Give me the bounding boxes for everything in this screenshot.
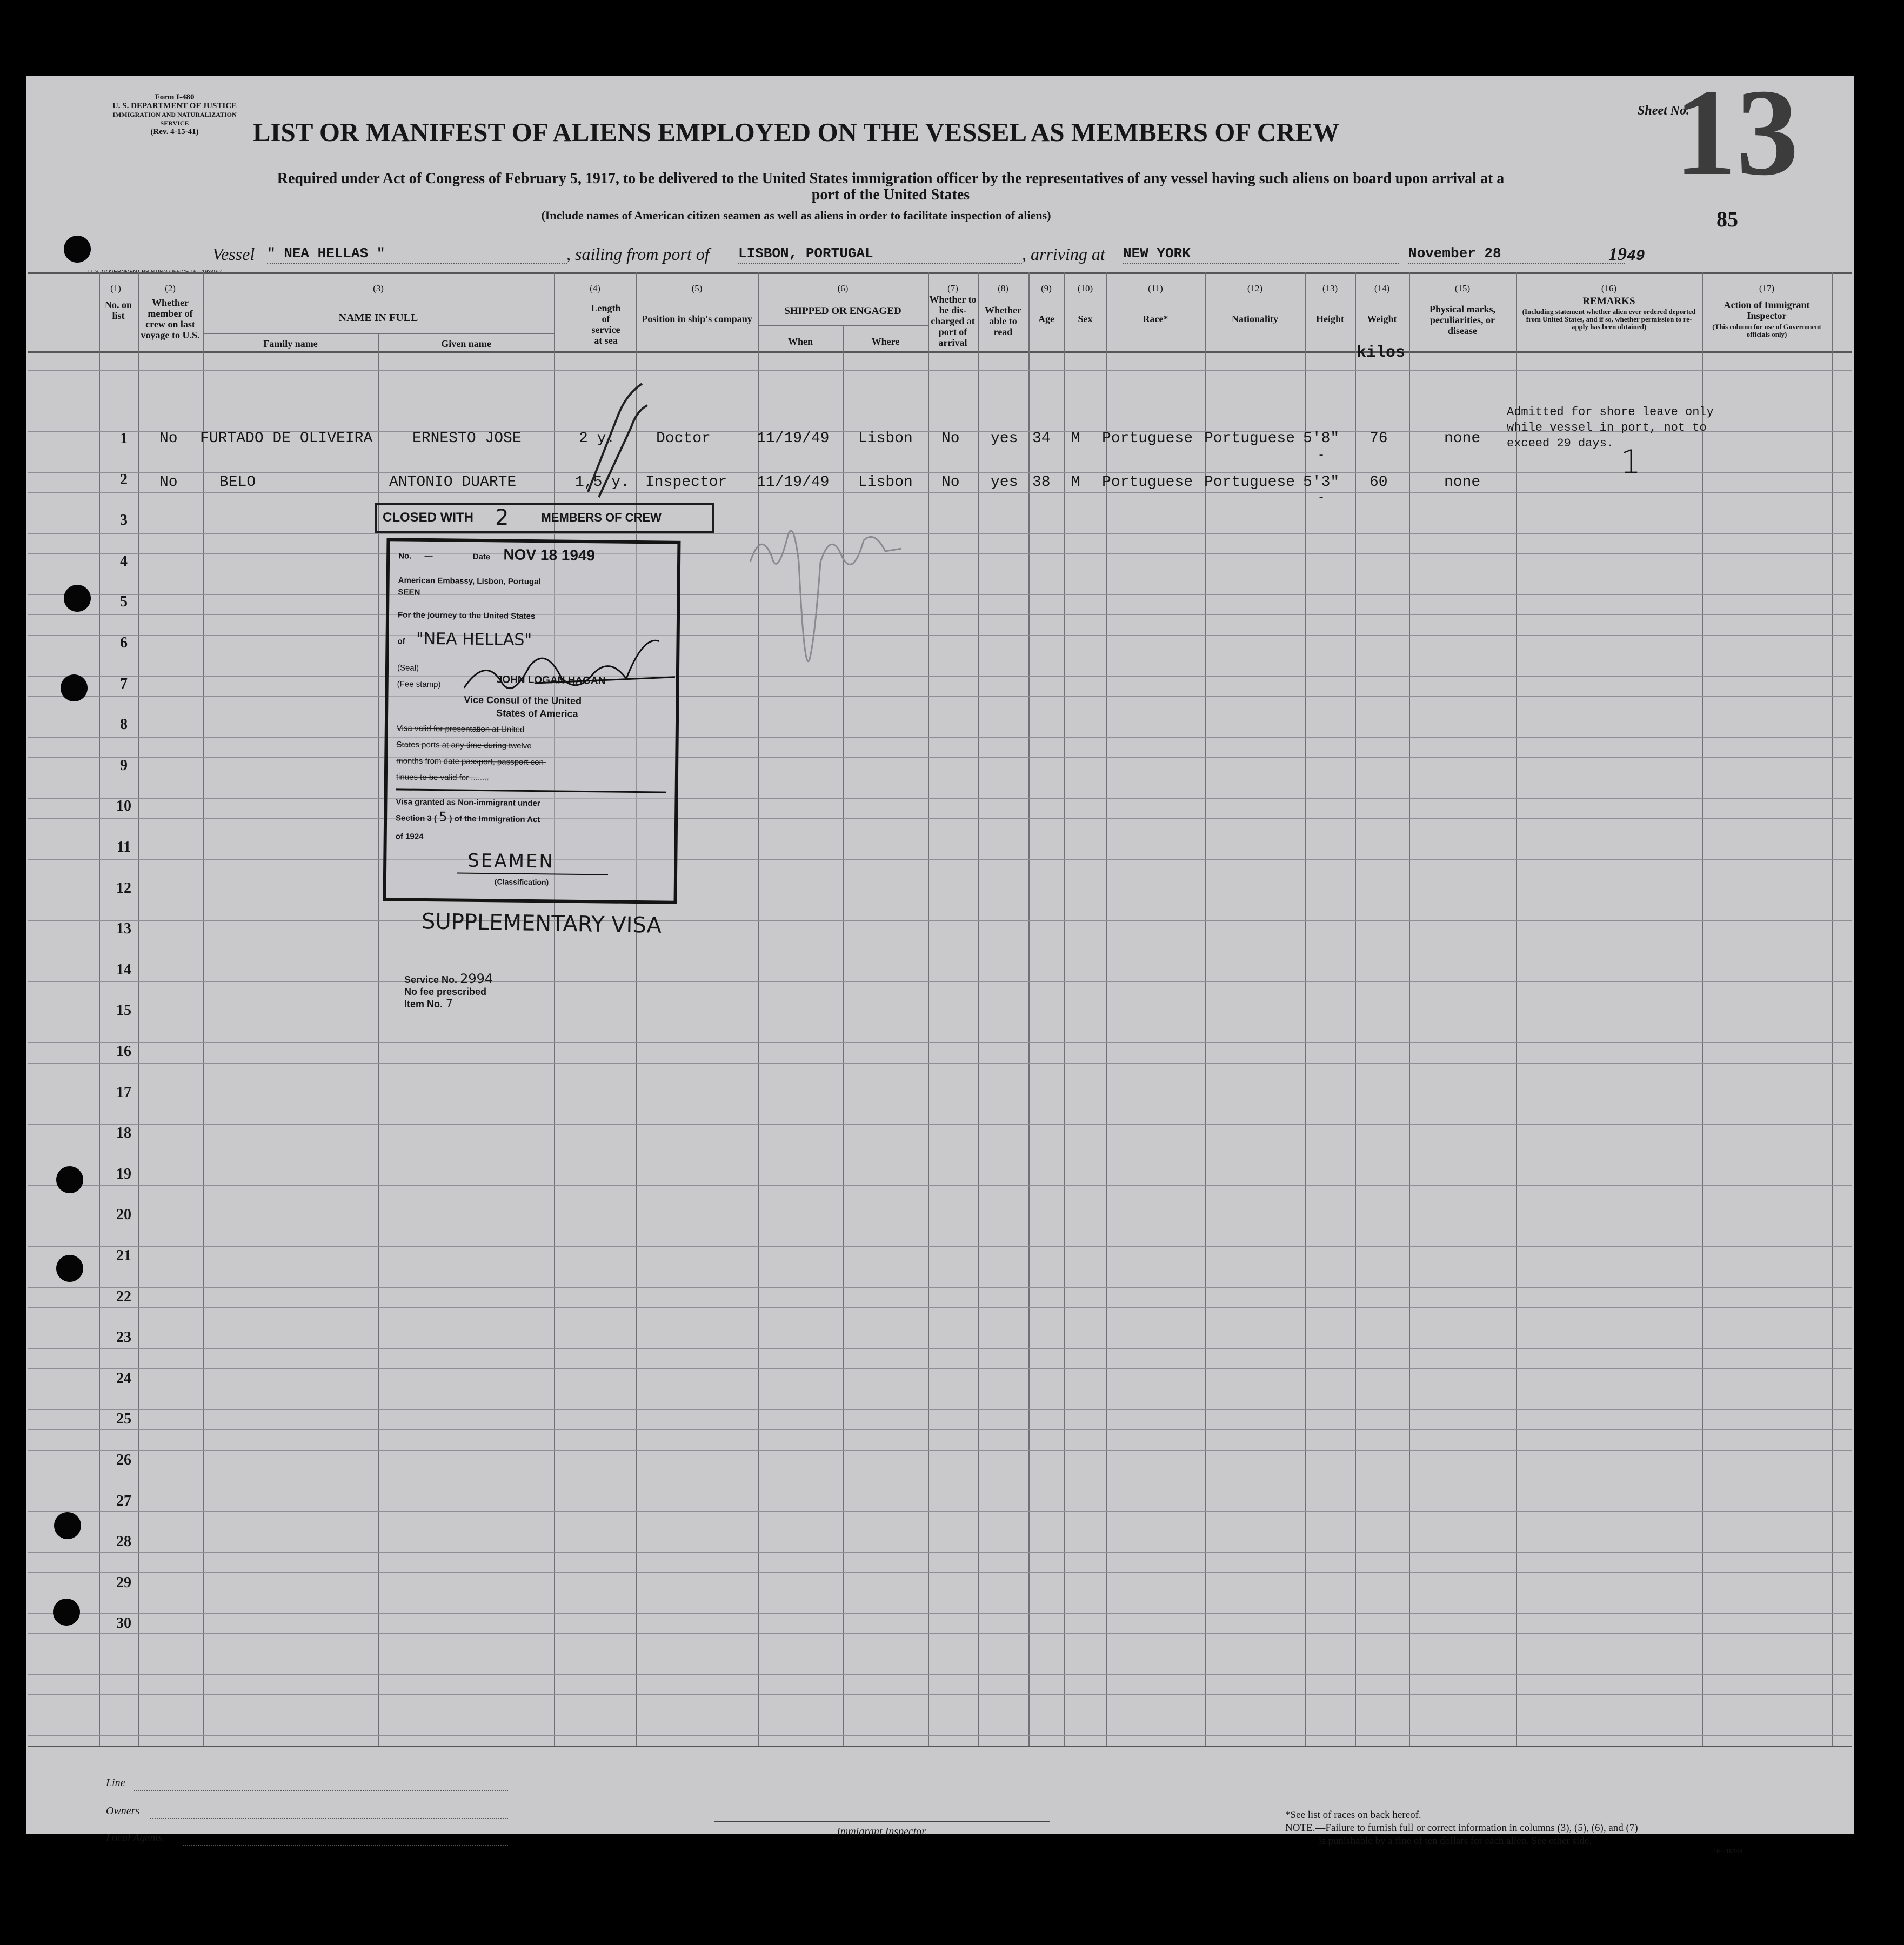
check-marks xyxy=(556,351,685,524)
visa-stamp xyxy=(383,538,680,904)
row-number: 9 xyxy=(120,757,128,774)
visa-section-suffix: ) of the Immigration Act xyxy=(449,814,540,825)
col-num-6: (6) xyxy=(837,283,849,293)
col-header-11: Race* xyxy=(1143,313,1168,324)
required-line-1: Required under Act of Congress of February 5, 1917, to be delivered to the United States immigration officer by the representatives of any vessel having such aliens on board upon arrival at a xyxy=(277,170,1505,187)
sheet-label: Sheet No. xyxy=(1638,104,1689,118)
ruling-line xyxy=(28,696,1852,697)
visa-no-label: No. xyxy=(398,551,412,561)
consul-signature xyxy=(453,623,681,711)
race: Portuguese xyxy=(1102,430,1193,447)
row-number: 23 xyxy=(116,1329,131,1346)
form-title: LIST OR MANIFEST OF ALIENS EMPLOYED ON THE VESSEL AS MEMBERS OF CREW xyxy=(252,117,1340,147)
ruling-line xyxy=(28,1409,1852,1410)
visa-date-label: Date xyxy=(472,552,491,562)
row-number: 2 xyxy=(120,471,128,488)
column-rule xyxy=(1305,351,1306,1746)
item-row xyxy=(404,998,493,1010)
visa-void-1: Visa valid for presentation at United xyxy=(396,724,525,734)
printing-office: U. S. GOVERNMENT PRINTING OFFICE 16—19349-2 xyxy=(88,269,222,275)
col-header-1: No. on list xyxy=(104,299,132,321)
consul-name: JOHN LOGAN HAGAN xyxy=(496,674,606,687)
column-rule xyxy=(1028,351,1030,1746)
column-rule xyxy=(928,351,929,1746)
col-num-13: (13) xyxy=(1322,283,1338,293)
column-rule xyxy=(1355,351,1356,1746)
given-name: ANTONIO DUARTE xyxy=(389,474,517,491)
col-num-5: (5) xyxy=(691,283,703,293)
ruling-line xyxy=(28,981,1852,982)
sex: M xyxy=(1071,474,1080,491)
race: Portuguese xyxy=(1102,474,1193,491)
item-label: Item No. xyxy=(404,999,443,1010)
row-number: 6 xyxy=(120,634,128,651)
column-rule xyxy=(1516,351,1517,1746)
visa-no-value: — xyxy=(424,551,433,562)
ruling-line xyxy=(28,1348,1852,1349)
manifest-sheet xyxy=(26,63,1854,1855)
col-header-given: Given name xyxy=(441,338,491,349)
row-number: 18 xyxy=(116,1125,131,1141)
arriving-label: , arriving at xyxy=(1022,244,1105,264)
visa-classification: SEAMEN xyxy=(467,850,555,873)
ruling-line xyxy=(28,472,1852,473)
remarks-line-2: while vessel in port, not to xyxy=(1507,421,1707,435)
punch-hole xyxy=(54,1512,81,1539)
col-header-4: Length of service at sea xyxy=(591,303,621,346)
row-number: 24 xyxy=(116,1370,131,1387)
row-number: 8 xyxy=(120,716,128,733)
row-number: 16 xyxy=(116,1043,131,1060)
weight-unit: kilos xyxy=(1357,344,1406,362)
row-number: 3 xyxy=(120,512,128,529)
family-name: BELO xyxy=(219,474,256,491)
physical-marks: none xyxy=(1444,430,1481,447)
vessel-label: Vessel xyxy=(212,244,255,264)
sex: M xyxy=(1071,430,1080,447)
height: 5'3" xyxy=(1303,474,1340,491)
service-row xyxy=(404,973,493,986)
col-num-2: (2) xyxy=(165,283,176,293)
row-number: 28 xyxy=(116,1533,131,1550)
consul-title-2: States of America xyxy=(496,707,578,719)
col-num-11: (11) xyxy=(1148,283,1163,293)
owners-field xyxy=(150,1818,508,1819)
ruling-line xyxy=(28,1307,1852,1308)
include-note: (Include names of American citizen seamen as well as aliens in order to facilitate inspection of aliens) xyxy=(541,209,1051,222)
visa-seen: SEEN xyxy=(398,587,420,597)
ruling-line xyxy=(28,492,1852,493)
row-number: 29 xyxy=(116,1574,131,1591)
row-number: 15 xyxy=(116,1002,131,1019)
ruling-line xyxy=(28,757,1852,758)
service-stamp xyxy=(404,973,493,1010)
col-num-10: (10) xyxy=(1077,283,1093,293)
col-num-12: (12) xyxy=(1247,283,1263,293)
ruling-line xyxy=(28,1572,1852,1573)
row-number: 19 xyxy=(116,1166,131,1182)
col-header-16-sub: (Including statement whether alien ever ordered deported from United States, and if so, whether permission to re-apply has been obtained) xyxy=(1522,308,1696,331)
visa-divider xyxy=(396,788,666,793)
col-num-1: (1) xyxy=(110,283,121,293)
family-name: FURTADO DE OLIVEIRA xyxy=(200,430,373,447)
position: Doctor xyxy=(656,430,711,447)
row-number: 11 xyxy=(116,839,131,855)
visa-granted-3: of 1924 xyxy=(395,832,424,841)
column-rule xyxy=(1409,351,1410,1746)
column-rule xyxy=(1064,351,1065,1746)
closed-suffix: MEMBERS OF CREW xyxy=(541,511,662,524)
ruling-line xyxy=(28,1246,1852,1247)
row-number: 21 xyxy=(116,1247,131,1264)
classification-rule xyxy=(457,873,608,875)
line-field xyxy=(134,1790,508,1791)
ruling-line xyxy=(28,1552,1852,1553)
visa-void-3: months from date passport, passport con- xyxy=(396,756,546,767)
remarks-text xyxy=(1507,404,1714,451)
last-voyage: No xyxy=(159,430,178,447)
col-header-2: Whether member of crew on last voyage to U.S. xyxy=(141,297,200,340)
discharge: No xyxy=(941,474,960,491)
punch-hole xyxy=(53,1599,80,1626)
col-header-16: REMARKS xyxy=(1582,296,1635,307)
col-header-8: Whether able to read xyxy=(985,305,1021,337)
vessel-name: " NEA HELLAS " xyxy=(267,245,385,262)
remarks-line-1: Admitted for shore leave only xyxy=(1507,405,1714,419)
ruling-line xyxy=(28,1694,1852,1695)
remarks-line-3: exceed 29 days. xyxy=(1507,437,1614,450)
col-header-3: NAME IN FULL xyxy=(338,312,418,324)
ruling-line xyxy=(28,635,1852,636)
row-number: 20 xyxy=(116,1206,131,1223)
column-rule xyxy=(203,351,204,1746)
ruling-line xyxy=(28,553,1852,554)
col-header-12: Nationality xyxy=(1231,313,1278,324)
row-number: 26 xyxy=(116,1452,131,1468)
ruling-line xyxy=(28,1368,1852,1369)
col-header-17-sub: (This column for use of Government officials only) xyxy=(1712,323,1821,338)
visa-granted-2 xyxy=(396,811,666,826)
visa-embassy: American Embassy, Lisbon, Portugal xyxy=(398,576,541,587)
ruling-line xyxy=(28,533,1852,534)
col-num-14: (14) xyxy=(1374,283,1390,293)
agents-field xyxy=(183,1845,508,1846)
discharge: No xyxy=(941,430,960,447)
ruling-line xyxy=(28,859,1852,860)
col-num-17: (17) xyxy=(1759,283,1775,293)
visa-fee-stamp: (Fee stamp) xyxy=(397,679,441,690)
inspector-mark: 1 xyxy=(1620,443,1641,481)
footer-form-code: 16—19349 xyxy=(1713,1848,1742,1855)
service-label: Service No. xyxy=(404,974,458,985)
column-rule xyxy=(378,351,379,1746)
shipped-where: Lisbon xyxy=(858,474,913,491)
ruling-line xyxy=(28,737,1852,738)
punch-hole xyxy=(56,1166,83,1193)
item-number: 7 xyxy=(446,997,453,1010)
shipped-when: 11/19/49 xyxy=(757,474,830,491)
ruling-line xyxy=(28,676,1852,677)
col-header-family: Family name xyxy=(263,338,318,349)
col-header-10: Sex xyxy=(1078,313,1093,324)
footer-owners-label: Owners xyxy=(106,1805,140,1817)
ruling-line xyxy=(28,1124,1852,1125)
height: 5'8" xyxy=(1303,430,1340,447)
row-number: 17 xyxy=(116,1084,131,1101)
col-num-15: (15) xyxy=(1454,283,1471,293)
arrival-port: NEW YORK xyxy=(1123,245,1191,262)
ditto-mark: - xyxy=(1318,449,1325,462)
ruling-line xyxy=(28,818,1852,819)
age: 38 xyxy=(1032,474,1051,491)
service-fee: No fee prescribed xyxy=(404,986,487,997)
col-header-where: Where xyxy=(871,336,900,347)
shipped-where: Lisbon xyxy=(858,430,913,447)
physical-marks: none xyxy=(1444,474,1481,491)
crew-entries xyxy=(26,76,1854,504)
ruling-line xyxy=(28,1735,1852,1736)
ruling-line xyxy=(28,1633,1852,1634)
shipped-when: 11/19/49 xyxy=(757,430,830,447)
ruling-line xyxy=(28,920,1852,921)
ruling-line xyxy=(28,614,1852,615)
col-num-7: (7) xyxy=(947,283,958,293)
column-rule xyxy=(1106,351,1107,1746)
form-number: Form I-480 xyxy=(155,93,195,102)
inspector-signature-line xyxy=(714,1821,1050,1822)
row-number: 10 xyxy=(116,798,131,814)
service-number: 2994 xyxy=(460,971,493,986)
service-length: 2 y. xyxy=(579,430,616,447)
ruling-line xyxy=(28,1429,1852,1430)
inspector-label: Immigrant Inspector. xyxy=(837,1826,927,1837)
row-number: 13 xyxy=(116,920,131,937)
visa-of-label: of xyxy=(397,637,405,646)
year-prefix: 19 xyxy=(1608,244,1627,264)
ruling-line xyxy=(28,1674,1852,1675)
column-rule xyxy=(1702,351,1703,1746)
col-num-3: (3) xyxy=(373,283,384,293)
visa-vessel: "NEA HELLAS" xyxy=(416,629,532,650)
visa-date: NOV 18 1949 xyxy=(503,546,596,564)
service-name: IMMIGRATION AND NATURALIZATION SERVICE xyxy=(112,111,237,127)
row-number: 5 xyxy=(120,593,128,610)
initials-scribble xyxy=(739,497,912,681)
year-suffix: 49 xyxy=(1627,248,1645,265)
column-rule xyxy=(1832,351,1833,1746)
col-num-16: (16) xyxy=(1601,283,1617,293)
row-number: 14 xyxy=(116,961,131,978)
col-header-when: When xyxy=(787,336,813,347)
col-header-17: Action of Immigrant Inspector xyxy=(1723,299,1810,321)
able-to-read: yes xyxy=(991,430,1018,447)
ruling-line xyxy=(28,1511,1852,1512)
row-number: 1 xyxy=(120,430,128,447)
column-rule xyxy=(978,351,979,1746)
ruling-line xyxy=(28,1185,1852,1186)
consul-title-1: Vice Consul of the United xyxy=(464,694,582,706)
col-num-4: (4) xyxy=(590,283,600,293)
row-number: 30 xyxy=(116,1615,131,1632)
ruling-line xyxy=(28,1287,1852,1288)
last-voyage: No xyxy=(159,474,178,491)
col-num-8: (8) xyxy=(998,283,1008,293)
port-of-departure: LISBON, PORTUGAL xyxy=(738,245,873,262)
visa-void-4: tinues to be valid for ........ xyxy=(396,772,489,783)
weight: 76 xyxy=(1369,430,1388,447)
footer-line-label: Line xyxy=(106,1777,125,1789)
column-rule xyxy=(1205,351,1206,1746)
column-rule xyxy=(99,351,100,1746)
closed-label: CLOSED WITH xyxy=(383,510,473,525)
sheet-number: 13 xyxy=(1674,63,1799,201)
table-bottom-rule xyxy=(28,1746,1852,1747)
row-number: 7 xyxy=(120,676,128,692)
col-header-14: Weight xyxy=(1367,313,1397,324)
visa-seal: (Seal) xyxy=(397,663,419,673)
closed-with-stamp xyxy=(375,503,714,533)
able-to-read: yes xyxy=(991,474,1018,491)
col-num-9: (9) xyxy=(1041,283,1052,293)
footer-agents-label: Local Agents xyxy=(106,1832,163,1844)
row-number: 4 xyxy=(120,553,128,570)
col-header-15: Physical marks, peculiarities, or disease xyxy=(1429,304,1495,336)
col-header-7: Whether to be dis-charged at port of arrival xyxy=(929,294,977,348)
col-header-5: Position in ship's company xyxy=(642,313,752,324)
age: 34 xyxy=(1032,430,1051,447)
penalty-note-2: is punishable by a fine of ten dollars for each alien. See other side. xyxy=(1319,1835,1592,1847)
col-header-6: SHIPPED OR ENGAGED xyxy=(784,305,901,317)
ruling-line xyxy=(28,1450,1852,1451)
row-number: 25 xyxy=(116,1411,131,1427)
row-number: 12 xyxy=(116,880,131,897)
punch-hole xyxy=(56,1255,83,1282)
closed-count: 2 xyxy=(495,505,509,530)
ruling-line xyxy=(28,1063,1852,1064)
punch-hole xyxy=(64,236,91,263)
punch-hole xyxy=(61,674,88,701)
visa-number-row xyxy=(398,546,669,564)
nationality: Portuguese xyxy=(1204,474,1295,491)
revision: (Rev. 4-15-41) xyxy=(150,128,199,136)
page-number: 85 xyxy=(1716,207,1738,231)
races-note: *See list of races on back hereof. xyxy=(1285,1809,1421,1821)
visa-journey: For the journey to the United States xyxy=(397,610,536,621)
penalty-note-1: NOTE.—Failure to furnish full or correct information in columns (3), (5), (6), and (7) xyxy=(1285,1822,1638,1834)
visa-section-number: 5 xyxy=(439,809,447,825)
row-number: 27 xyxy=(116,1493,131,1509)
ditto-mark: - xyxy=(1318,491,1325,504)
nationality: Portuguese xyxy=(1204,430,1295,447)
arrival-date: November 28 xyxy=(1408,245,1501,262)
ruling-line xyxy=(28,1042,1852,1043)
visa-void-2: States ports at any time during twelve xyxy=(396,740,532,751)
punch-hole xyxy=(64,585,91,612)
weight: 60 xyxy=(1369,474,1388,491)
position: Inspector xyxy=(645,474,727,491)
supplementary-visa: SUPPLEMENTARY VISA xyxy=(421,909,662,938)
service-length: 1,5 y. xyxy=(575,474,630,491)
ruling-line xyxy=(28,798,1852,799)
row-number: 22 xyxy=(116,1288,131,1305)
required-line-2: port of the United States xyxy=(811,186,970,203)
ruling-line xyxy=(28,594,1852,595)
department: U. S. DEPARTMENT OF JUSTICE xyxy=(112,102,237,110)
given-name: ERNESTO JOSE xyxy=(412,430,522,447)
col-header-9: Age xyxy=(1038,313,1054,324)
visa-granted-1: Visa granted as Non-immigrant under xyxy=(396,797,540,808)
visa-section-label: Section 3 ( xyxy=(396,813,437,824)
sailing-label: , sailing from port of xyxy=(566,244,710,264)
col-header-13: Height xyxy=(1316,313,1344,324)
ruling-line xyxy=(28,1613,1852,1614)
classification-label: (Classification) xyxy=(494,877,549,887)
